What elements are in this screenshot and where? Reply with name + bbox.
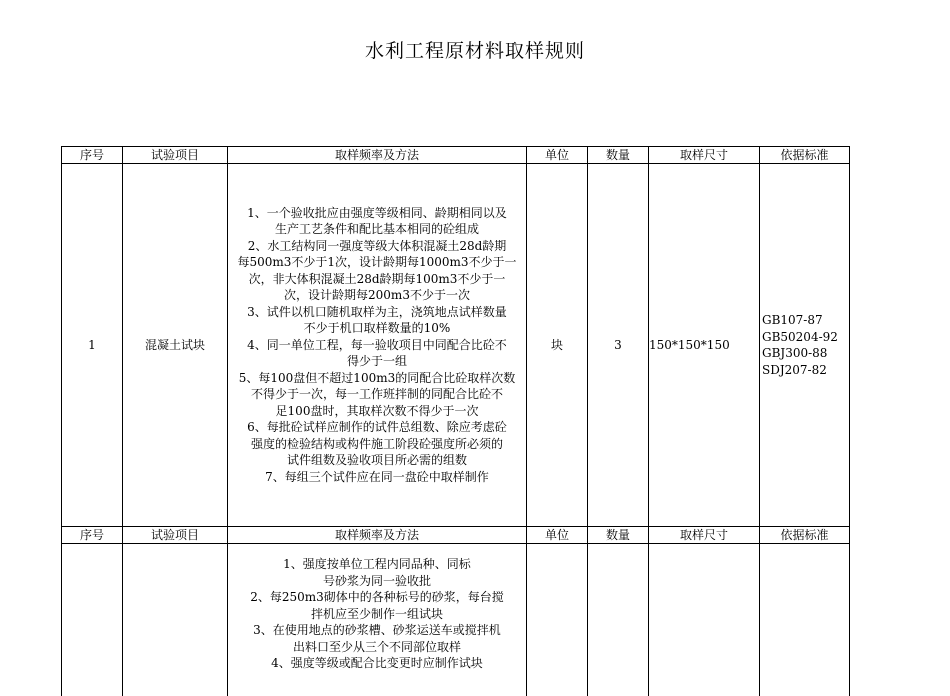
method-line: 足100盘时，其取样次数不得少于一次	[228, 403, 526, 420]
method-line: 不少于机口取样数量的10%	[228, 320, 526, 337]
cell-item	[123, 544, 228, 696]
method-line: 得少于一组	[228, 353, 526, 370]
method-line: 出料口至少从三个不同部位取样	[228, 639, 526, 656]
method-line: 1、一个验收批应由强度等级相同、龄期相同以及	[228, 205, 526, 222]
header-cell-item: 试验项目	[123, 147, 228, 164]
method-line: 2、水工结构同一强度等级大体积混凝土28d龄期	[228, 238, 526, 255]
sheet-title: 水利工程原材料取样规则	[0, 36, 950, 63]
method-line: 3、在使用地点的砂浆槽、砂浆运送车或搅拌机	[228, 622, 526, 639]
method-line: 不得少于一次，每一工作班拌制的同配合比砼不	[228, 386, 526, 403]
sampling-rules-table	[61, 146, 850, 696]
table-row	[62, 164, 850, 527]
method-line: 7、每组三个试件应在同一盘砼中取样制作	[228, 469, 526, 486]
method-line: 3、试件以机口随机取样为主，浇筑地点试样数量	[228, 304, 526, 321]
cell-standard	[760, 544, 850, 696]
cell-method	[228, 164, 527, 527]
method-line: 号砂浆为同一验收批	[228, 573, 526, 590]
header-cell-method: 取样频率及方法	[228, 527, 527, 544]
header-cell-size: 取样尺寸	[649, 147, 760, 164]
header-cell-index: 序号	[62, 147, 123, 164]
cell-index	[62, 544, 123, 696]
method-line: 试件组数及验收项目所必需的组数	[228, 452, 526, 469]
cell-quantity	[588, 544, 649, 696]
standard-code: GBJ300-88	[760, 345, 849, 362]
header-cell-item: 试验项目	[123, 527, 228, 544]
header-cell-unit: 单位	[527, 527, 588, 544]
standard-code: GB50204-92	[760, 329, 849, 346]
cell-index: 1	[62, 164, 123, 527]
header-cell-quantity: 数量	[588, 527, 649, 544]
cell-quantity: 3	[588, 164, 649, 527]
method-line: 2、每250m3砌体中的各种标号的砂浆，每台搅	[228, 589, 526, 606]
method-line: 每500m3不少于1次，设计龄期每1000m3不少于一	[228, 254, 526, 271]
cell-item: 混凝土试块	[123, 164, 228, 527]
header-row	[62, 147, 850, 164]
method-line: 生产工艺条件和配比基本相同的砼组成	[228, 221, 526, 238]
standard-code: GB107-87	[760, 312, 849, 329]
cell-size	[649, 544, 760, 696]
cell-size: 150*150*150	[649, 164, 760, 527]
table-row	[62, 544, 850, 696]
header-cell-index: 序号	[62, 527, 123, 544]
cell-standard	[760, 164, 850, 527]
cell-unit	[527, 544, 588, 696]
method-line: 4、强度等级或配合比变更时应制作试块	[228, 655, 526, 672]
method-line: 4、同一单位工程，每一验收项目中同配合比砼不	[228, 337, 526, 354]
method-line: 强度的检验结构或构件施工阶段砼强度所必须的	[228, 436, 526, 453]
header-cell-quantity: 数量	[588, 147, 649, 164]
header-cell-standard: 依据标准	[760, 527, 850, 544]
header-row	[62, 527, 850, 544]
method-line: 5、每100盘但不超过100m3的同配合比砼取样次数	[228, 370, 526, 387]
standard-code: SDJ207-82	[760, 362, 849, 379]
method-line: 6、每批砼试样应制作的试件总组数、除应考虑砼	[228, 419, 526, 436]
cell-method	[228, 544, 527, 696]
header-cell-size: 取样尺寸	[649, 527, 760, 544]
method-line: 次，非大体积混凝土28d龄期每100m3不少于一	[228, 271, 526, 288]
header-cell-standard: 依据标准	[760, 147, 850, 164]
method-line: 拌机应至少制作一组试块	[228, 606, 526, 623]
header-cell-method: 取样频率及方法	[228, 147, 527, 164]
method-line: 次，设计龄期每200m3不少于一次	[228, 287, 526, 304]
cell-unit: 块	[527, 164, 588, 527]
method-line: 1、强度按单位工程内同品种、同标	[228, 556, 526, 573]
header-cell-unit: 单位	[527, 147, 588, 164]
